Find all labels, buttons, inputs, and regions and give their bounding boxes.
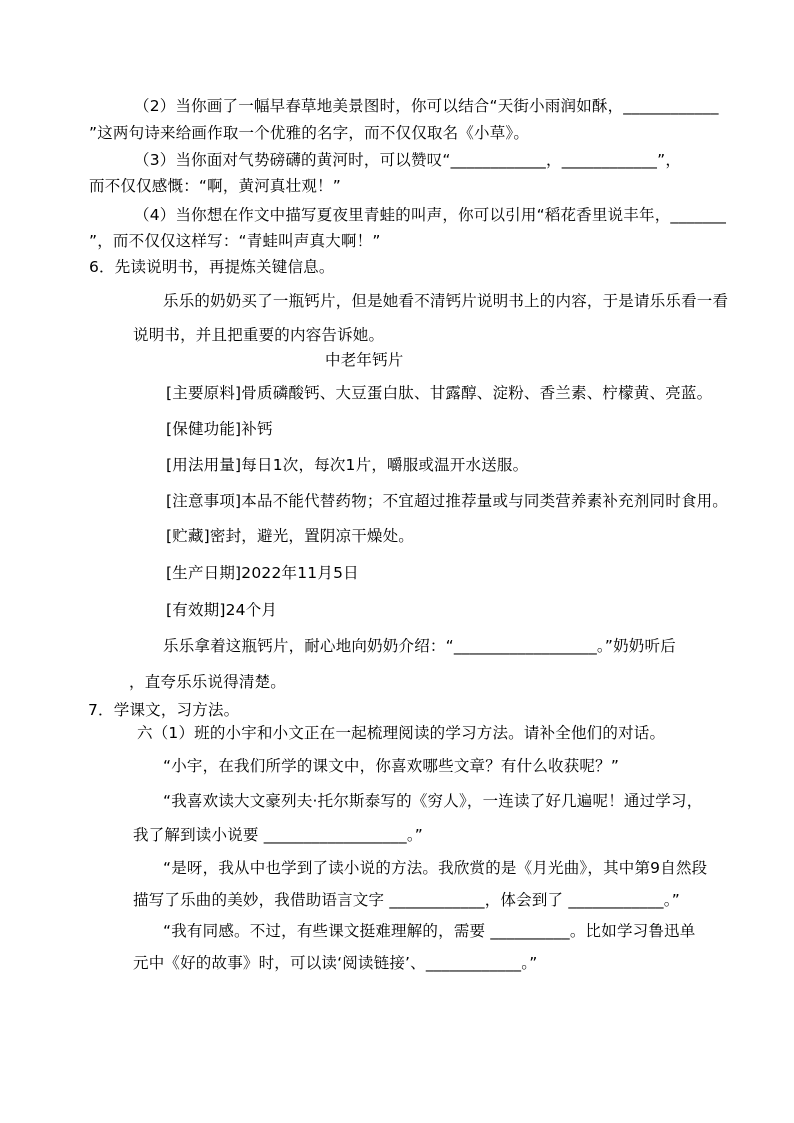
q5-item3-line2: 而不仅仅感慨：“啊，黄河真壮观！” [89, 177, 341, 195]
q7-dialogue-line3: 我了解到读小说要 __________________。” [133, 826, 424, 844]
q7-intro: 六（1）班的小宇和小文正在一起梳理阅读的学习方法。请补全他们的对话。 [137, 724, 666, 742]
label-function: [保健功能]补钙 [166, 420, 273, 438]
label-shelf-life: [有效期]24个月 [166, 601, 278, 619]
q7-dialogue-line5: 描写了乐曲的美妙，我借助语言文字 ____________，体会到了 ____________。” [133, 891, 680, 909]
q7-dialogue-line4: “是呀，我从中也学到了读小说的方法。我欣赏的是《月光曲》，其中第9自然段 [163, 859, 708, 877]
label-title: 中老年钙片 [325, 351, 404, 369]
label-ingredients: [主要原料]骨质磷酸钙、大豆蛋白肽、甘露醇、淀粉、香兰素、柠檬黄、亮蓝。 [166, 384, 713, 402]
q7-dialogue-line2: “我喜欢读大文豪列夫·托尔斯泰写的《穷人》，一连读了好几遍呢！通过学习， [163, 792, 703, 810]
q7-heading: 7．学课文，习方法。 [88, 701, 240, 719]
q7-dialogue-line7: 元中《好的故事》时，可以读‘阅读链接’、____________。” [133, 954, 538, 972]
q6-heading: 6．先读说明书，再提炼关键信息。 [89, 258, 335, 276]
q5-item2-line1: （2）当你画了一幅早春草地美景图时，你可以结合“天街小雨润如酥，____________ [134, 97, 719, 115]
q5-item4-line1: （4）当你想在作文中描写夏夜里青蛙的叫声，你可以引用“稻花香里说丰年，_______ [134, 206, 727, 224]
q6-intro-line1: 乐乐的奶奶买了一瓶钙片，但是她看不清钙片说明书上的内容，于是请乐乐看一看 [163, 292, 729, 310]
q7-dialogue-line1: “小宇，在我们所学的课文中，你喜欢哪些文章？有什么收获呢？” [163, 757, 620, 775]
q6-closing-line2: ，直夸乐乐说得清楚。 [129, 673, 287, 691]
label-precautions: [注意事项]本品不能代替药物；不宜超过推荐量或与同类营养素补充剂同时食用。 [166, 492, 728, 510]
q5-item3-line1: （3）当你面对气势磅礴的黄河时，可以赞叹“____________，____________”， [134, 151, 682, 169]
q7-dialogue-line6: “我有同感。不过，有些课文挺难理解的，需要 __________。比如学习鲁迅单 [163, 922, 696, 940]
label-production-date: [生产日期]2022年11月5日 [166, 564, 359, 582]
label-dosage: [用法用量]每日1次，每次1片，嚼服或温开水送服。 [166, 456, 529, 474]
q6-intro-line2: 说明书，并且把重要的内容告诉她。 [133, 326, 385, 344]
label-storage: [贮藏]密封，避光，置阴凉干燥处。 [166, 527, 414, 545]
q5-item2-line2: ”这两句诗来给画作取一个优雅的名字，而不仅仅取名《小草》。 [89, 124, 530, 142]
q5-item4-line2: ”，而不仅仅这样写：“青蛙叫声真大啊！” [89, 232, 381, 250]
q6-closing-line1: 乐乐拿着这瓶钙片，耐心地向奶奶介绍：“__________________。”奶奶听后 [163, 637, 676, 655]
